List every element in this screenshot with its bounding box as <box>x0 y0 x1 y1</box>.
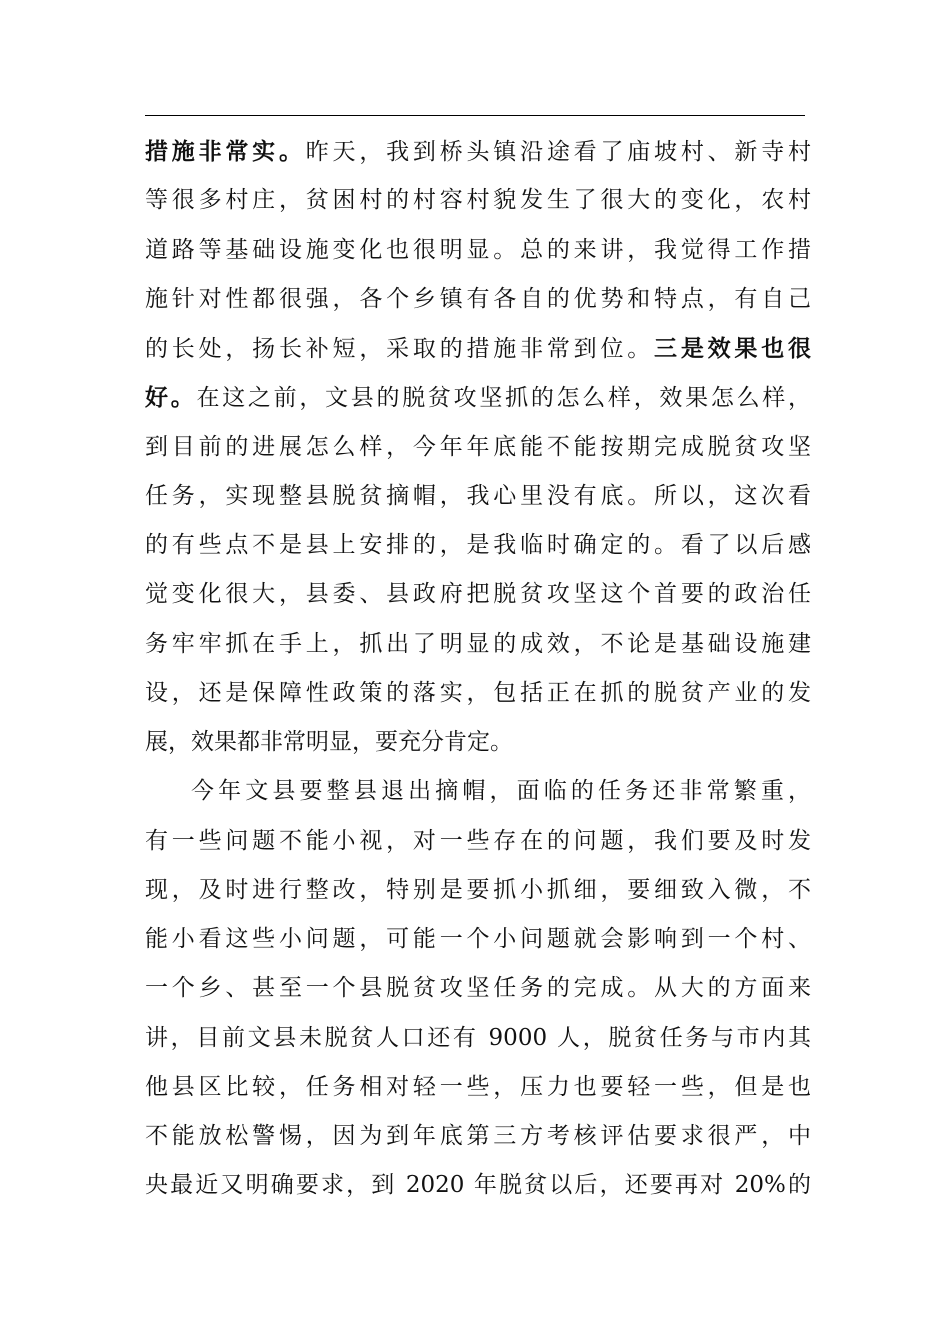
text-run: 任务，实现整县脱贫摘帽，我心里没有底。所以，这次看 <box>145 482 811 509</box>
text-run: 展，效果都非常明显，要充分肯定。 <box>145 729 513 755</box>
text-line <box>145 472 811 521</box>
text-run: 央最近又明确要求，到 2020 年脱贫以后，还要再对 20%的 <box>145 1172 811 1199</box>
text-run: 能小看这些小问题，可能一个小问题就会影响到一个村、 <box>145 926 811 952</box>
text-line <box>145 964 811 1013</box>
text-line <box>145 1063 811 1112</box>
text-line <box>145 915 811 964</box>
text-line <box>145 373 811 422</box>
text-run: 现，及时进行整改，特别是要抓小抓细，要细致入微，不 <box>145 876 811 903</box>
text-line <box>145 324 811 373</box>
text-run: 昨天，我到桥头镇沿途看了庙坡村、新寺村 <box>305 139 812 165</box>
text-line <box>145 620 811 669</box>
text-line <box>145 1161 811 1210</box>
text-line <box>145 669 811 718</box>
text-run: 他县区比较，任务相对轻一些，压力也要轻一些，但是也 <box>145 1073 811 1100</box>
text-run: 到目前的进展怎么样，今年年底能不能按期完成脱贫攻坚 <box>145 433 811 460</box>
text-run: 不能放松警惕，因为到年底第三方考核评估要求很严，中 <box>145 1123 811 1149</box>
bold-text-run: 三是效果也很 <box>654 335 812 362</box>
bold-text-run: 好。 <box>145 384 197 412</box>
text-line <box>145 176 811 225</box>
body-text <box>145 127 811 1211</box>
text-run: 有一些问题不能小视，对一些存在的问题，我们要及时发 <box>145 827 811 854</box>
text-run: 的有些点不是县上安排的，是我临时确定的。看了以后感 <box>145 532 811 558</box>
text-run: 讲，目前文县未脱贫人口还有 9000 人，脱贫任务与市内其 <box>145 1024 811 1051</box>
text-run: 的长处，扬长补短，采取的措施非常到位。 <box>145 336 655 362</box>
text-run: 施针对性都很强，各个乡镇有各自的优势和特点，有自己 <box>145 285 811 312</box>
text-run: 设，还是保障性政策的落实，包括正在抓的脱贫产业的发 <box>145 679 811 706</box>
text-run: 觉变化很大，县委、县政府把脱贫攻坚这个首要的政治任 <box>145 581 811 608</box>
text-run: 务牢牢抓在手上，抓出了明显的成效，不论是基础设施建 <box>145 630 811 657</box>
header-rule <box>145 115 805 116</box>
text-line <box>145 718 811 767</box>
text-line <box>145 521 811 570</box>
text-line <box>145 866 811 915</box>
text-line <box>145 570 811 619</box>
text-line <box>145 1112 811 1161</box>
text-line <box>145 275 811 324</box>
text-line <box>145 767 811 816</box>
text-line <box>145 423 811 472</box>
text-line <box>145 817 811 866</box>
text-run: 道路等基础设施变化也很明显。总的来讲，我觉得工作措 <box>145 236 811 263</box>
text-line <box>145 226 811 275</box>
text-run: 今年文县要整县退出摘帽，面临的任务还非常繁重， <box>191 778 811 805</box>
text-line <box>145 127 811 176</box>
text-run: 一个乡、甚至一个县脱贫攻坚任务的完成。从大的方面来 <box>145 975 811 1002</box>
bold-text-run: 措施非常实。 <box>145 138 306 165</box>
text-run: 等很多村庄，贫困村的村容村貌发生了很大的变化，农村 <box>145 187 811 214</box>
text-run: 在这之前，文县的脱贫攻坚抓的怎么样，效果怎么样， <box>196 385 812 412</box>
text-line <box>145 1014 811 1063</box>
